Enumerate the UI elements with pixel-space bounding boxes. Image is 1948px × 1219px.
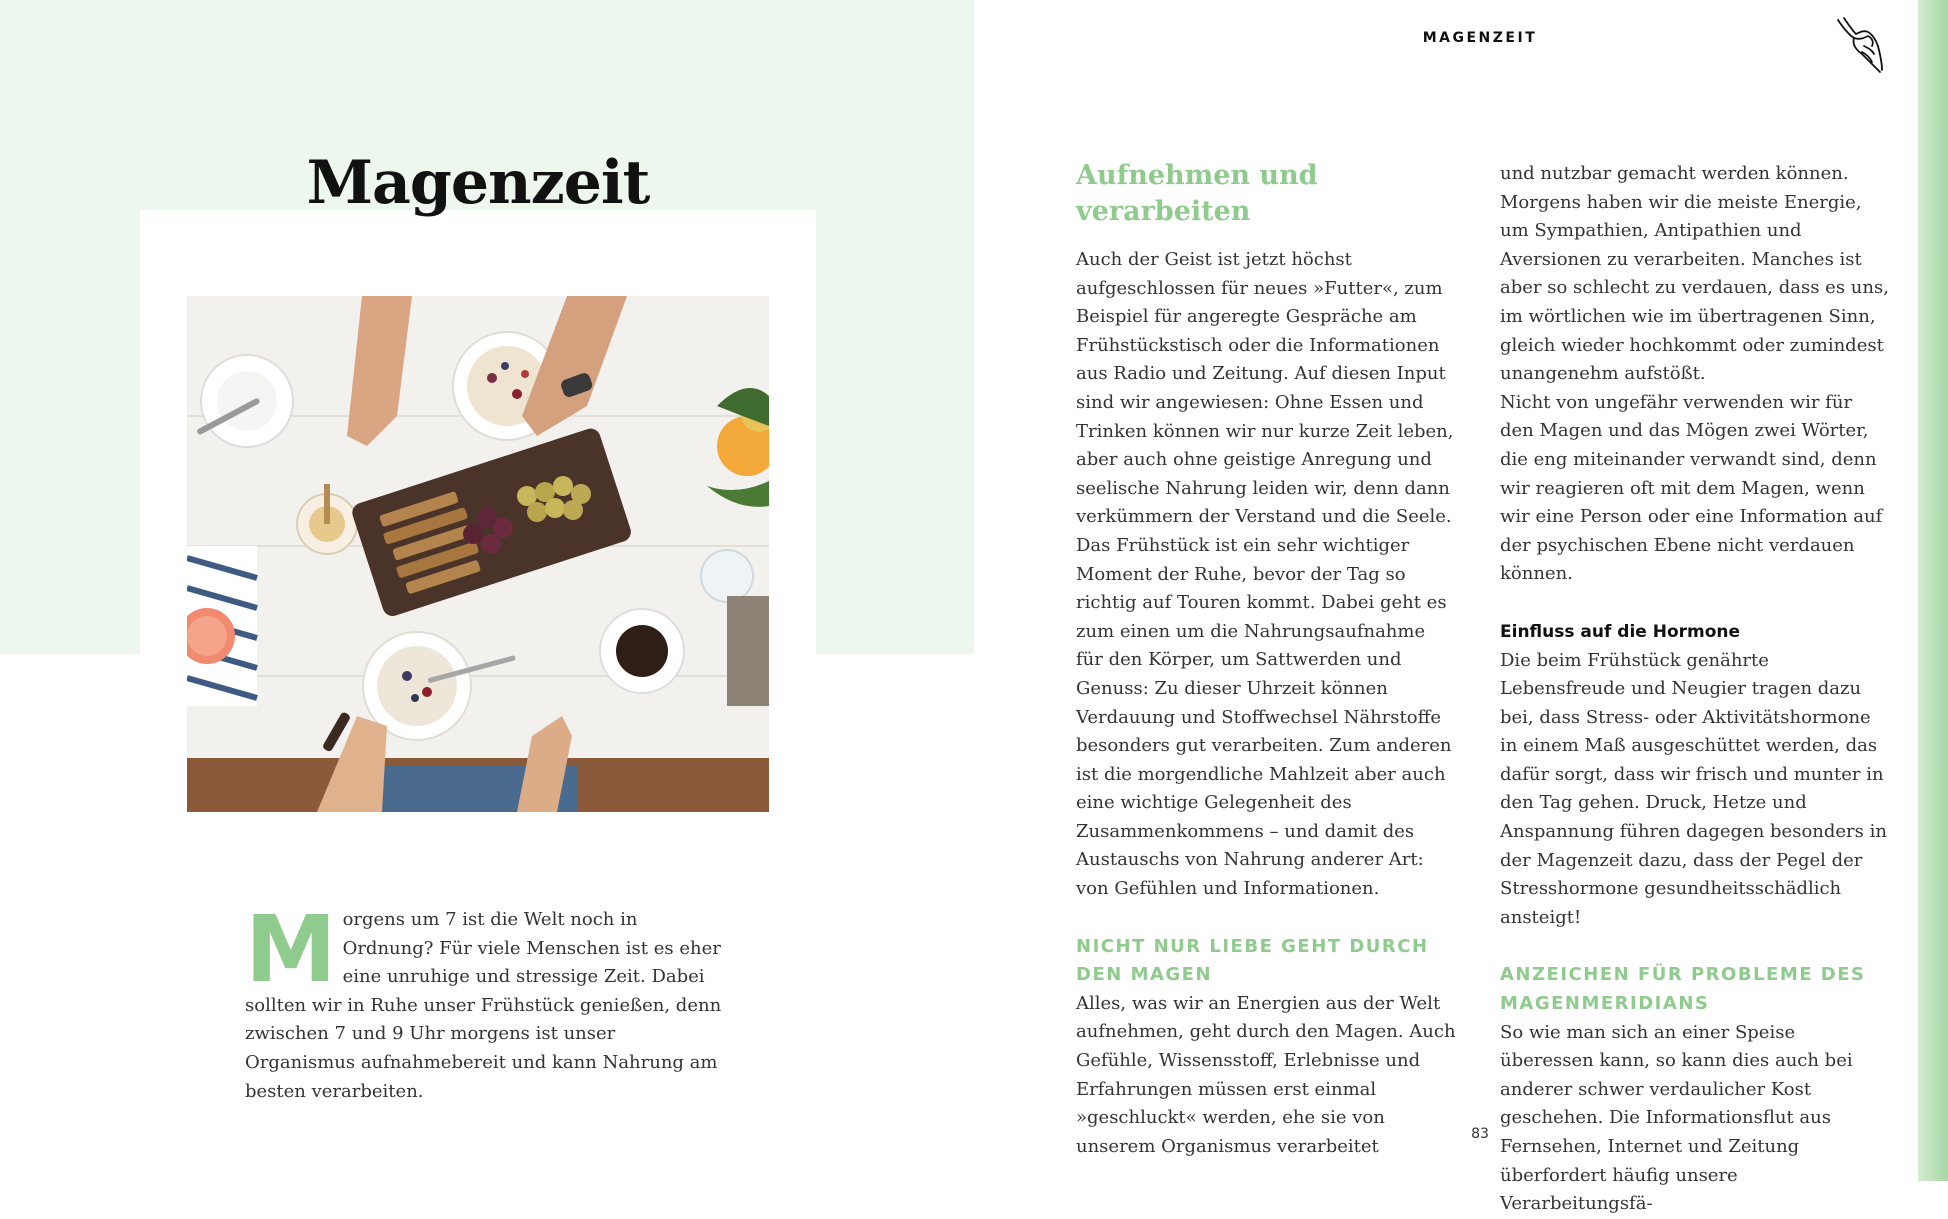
page-number: 83: [1471, 1126, 1489, 1142]
paragraph: Auch der Geist ist jetzt höchst aufgeschlossen für neues »Futter«, zum Beispiel für angeregte Gespräche am Frühstückstisch oder die Informationen aus Radio und Zeitung. Auf diesen Input sind wir angewiesen: Ohne Essen und Trinken können wir nur kurze Zeit leben, aber auch ohne geistige Anregung und seelische Nahrung leiden wir, denn dann verkümmern der Verstand und die Seele.: [1076, 249, 1454, 528]
intro-paragraph: [245, 896, 725, 1106]
text-column-1: [1076, 158, 1456, 1161]
drop-cap: M: [245, 896, 337, 1003]
intro-text: orgens um 7 ist die Welt noch in Ordnung? Für viele Menschen ist es eher eine unruhige und stressige Zeit. Dabei sollten wir in Ruhe unser Frühstück genießen, denn zwischen 7 und 9 Uhr morgens ist unser Organismus aufnahmebereit und kann Nahrung am besten verarbeiten.: [245, 909, 722, 1102]
page-title: Magenzeit: [306, 148, 650, 218]
breakfast-photo: [187, 296, 769, 812]
paragraph: Die beim Frühstück genährte Lebensfreude und Neugier tragen dazu bei, dass Stress- oder Aktivitätshormone in einem Maß ausgeschüttet werden, das dafür sorgt, dass wir frisch und munter in den Tag gehen. Druck, Hetze und Anspannung führen dagegen besonders in der Magenzeit dazu, dass der Pegel der Stresshormone gesundheitsschädlich ansteigt!: [1500, 649, 1887, 928]
section-heading: Aufnehmen und verarbeiten: [1076, 160, 1318, 227]
running-head: MAGENZEIT: [1422, 30, 1538, 46]
paragraph: Nicht von ungefähr verwenden wir für den Magen und das Mögen zwei Wörter, die eng miteinander verwandt sind, denn wir reagieren oft mit dem Magen, wenn wir eine Person oder eine Information auf der psychischen Ebene nicht verdauen können.: [1500, 391, 1883, 585]
paragraph: So wie man sich an einer Speise überessen kann, so kann dies auch bei anderer schwer verdaulicher Kost geschehen. Die Informationsflut aus Fernsehen, Internet und Zeitung überfordert häufig unsere Verarbeitungsfä-: [1500, 1021, 1853, 1215]
hand-icon: [1834, 16, 1884, 74]
paragraph: Das Frühstück ist ein sehr wichtiger Moment der Ruhe, bevor der Tag so richtig auf Touren kommt. Dabei geht es zum einen um die Nahrungsaufnahme für den Körper, um Sattwerden und Genuss: Zu dieser Uhrzeit können Verdauung und Stoffwechsel Nährstoffe besonders gut verarbeiten. Zum anderen ist die morgendliche Mahlzeit aber auch eine wichtige Gelegenheit des Zusammenkommens – und damit des Austauschs von Nahrung anderer Art: von Gefühlen und Informationen.: [1076, 534, 1452, 900]
subheading: NICHT NUR LIEBE GEHT DURCH DEN MAGEN: [1076, 935, 1429, 986]
subheading-bold: Einfluss auf die Hormone: [1500, 621, 1741, 642]
page-edge-strip: [1918, 0, 1948, 1181]
paragraph: Alles, was wir an Energien aus der Welt aufnehmen, geht durch den Magen. Auch Gefühle, Wissensstoff, Erlebnisse und Erfahrungen müssen erst einmal »geschluckt« werden, ehe sie von unserem Organismus verarbeitet: [1076, 992, 1456, 1157]
paragraph: und nutzbar gemacht werden können. Morgens haben wir die meiste Energie, um Sympathien, Antipathien und Aversionen zu verarbeiten. Manches ist aber so schlecht zu verdauen, dass es uns, im wörtlichen wie im übertragenen Sinn, gleich wieder hochkommt oder zumindest unangenehm aufstößt.: [1500, 163, 1889, 385]
text-column-2: [1500, 160, 1890, 1219]
subheading: ANZEICHEN FÜR PROBLEME DES MAGENMERIDIANS: [1500, 964, 1866, 1015]
